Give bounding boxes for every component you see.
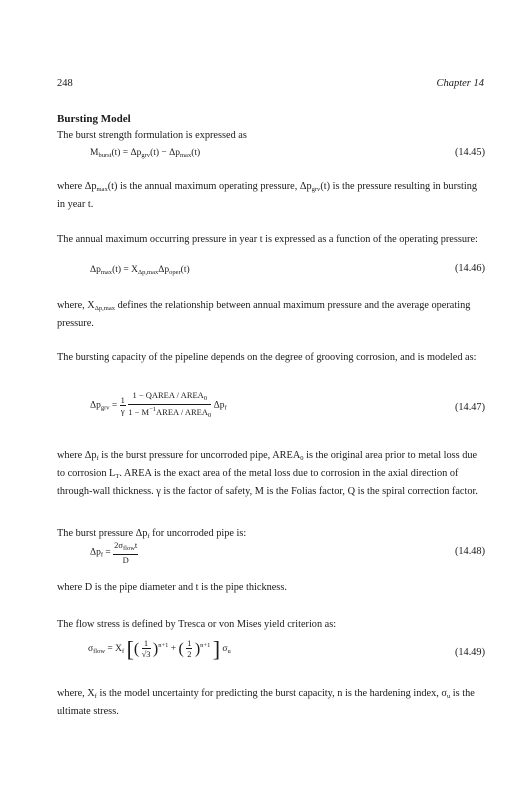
paragraph-3: The annual maximum occurring pressure in year t is expressed as a function of the operating pressure:	[57, 234, 478, 245]
equation-number: (14.49)	[454, 647, 485, 658]
page-number: 248	[57, 78, 73, 89]
equation-14-48: $\Delta p_f$ = $\frac{2\sigma_{flow}t}{D}$	[90, 540, 138, 565]
paragraph-4: where, $X_{\Delta p,max}$ defines the relationship between annual maximum pressure and the average operating pressure.	[57, 300, 471, 329]
equation-14-49: $\sigma_{flow} = X_f$ [( $\frac{1}{√3}$ )$^{n+1}$ + ( $\frac{1}{2}$ )$^{n+1}$ ] $\sigma_u$	[88, 636, 231, 662]
equation-14-46: $\Delta p_{max}(t) = X_{\Delta p,max}\Delta p_{oper}(t)$	[90, 265, 190, 276]
fraction-sqrt3: $\frac{1}{√3}$	[141, 638, 151, 660]
equation-number: (14.45)	[454, 147, 485, 158]
paragraph-2: where $\Delta p_{max}(t)$ is the annual maximum operating pressure, $\Delta p_{grv}(t)$ is the pressure resulting in bursting in year t.	[57, 181, 478, 210]
paragraph-10: where, $X_f$ is the model uncertainty for predicting the burst capacity, n is the hardening index, $\sigma_u$ is the ultimate stress.	[57, 688, 475, 717]
equation-14-45: $M_{burst}(t) = \Delta p_{grv}(t) - \Delta p_{max}(t)$	[90, 148, 201, 159]
paragraph-7: The burst pressure $\Delta p_f$ for uncorroded pipe is:	[57, 528, 247, 540]
fraction-gamma: $\frac{1}{\gamma}$	[120, 394, 125, 416]
chapter-label: Chapter 14	[436, 78, 484, 89]
equation-14-47: $\Delta p_{grv}$ = $\frac{1}{\gamma}$ $\frac{1 - QAREA / AREA_0}{1 - M^{-1}AREA / AREA_0}$ $\Delta p_f$	[90, 390, 227, 419]
section-heading: Bursting Model	[57, 113, 131, 125]
paragraph-6: where $\Delta p_f$ is the burst pressure for uncorroded pipe, $AREA_0$ is the original area prior to metal loss due to corrosion $L_T$. AREA is the exact area of the metal loss due to corrosion in the axial direction of through-wall thickness. γ is the factor of safety, M is the Folias factor, Q is the spiral correction factor.	[57, 450, 478, 497]
fraction-area: $\frac{1 - QAREA / AREA_0}{1 - M^{-1}AREA / AREA_0}$	[128, 390, 212, 419]
equation-number: (14.46)	[454, 263, 485, 274]
paragraph-5: The bursting capacity of the pipeline depends on the degree of grooving corrosion, and is modeled as:	[57, 352, 477, 363]
paragraph-9: The flow stress is defined by Tresca or von Mises yield criterion as:	[57, 619, 337, 630]
paragraph-8: where D is the pipe diameter and t is the pipe thickness.	[57, 582, 287, 593]
paragraph-1: The burst strength formulation is expressed as	[57, 130, 247, 141]
equation-number: (14.47)	[454, 402, 485, 413]
equation-number: (14.48)	[454, 546, 485, 557]
fraction-half: $\frac{1}{2}$	[187, 638, 192, 660]
fraction-burst: $\frac{2\sigma_{flow}t}{D}$	[114, 540, 138, 565]
